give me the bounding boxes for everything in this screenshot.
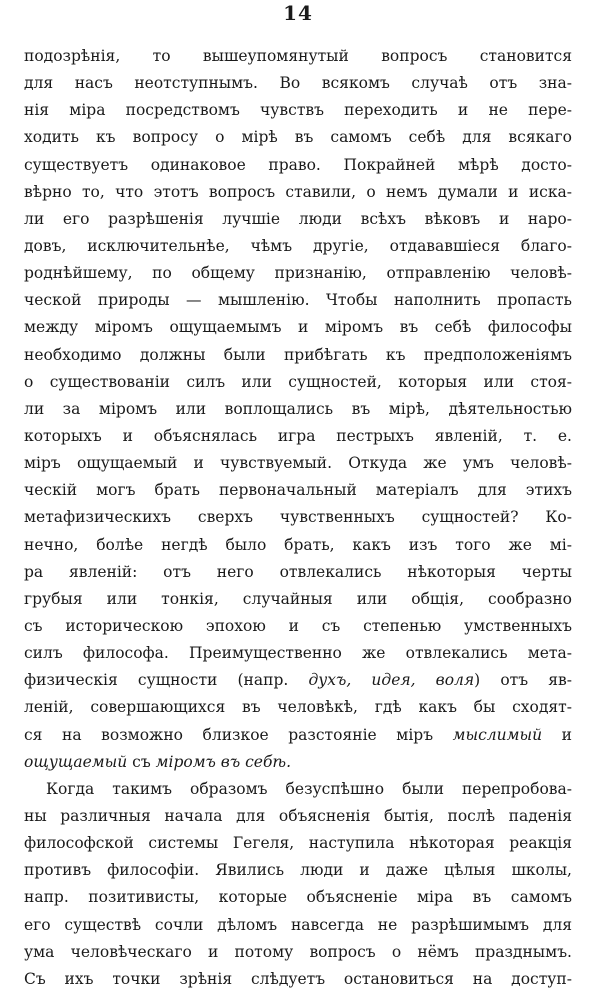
text-line: нія міра посредствомъ чувствъ переходить и не пере- (24, 101, 572, 120)
italic-segment: міромъ въ себѣ. (155, 752, 292, 771)
text-segment: съ (127, 752, 156, 771)
text-line: довъ, исключительнѣе, чѣмъ другіе, отдававшіеся благо- (24, 236, 572, 255)
text-line: которыхъ и объяснялась игра пестрыхъ явленій, т. е. (24, 426, 572, 445)
text-line: подозрѣнія, то вышеупомянутый вопросъ становится (24, 47, 572, 65)
text-line: ума человѣческаго и потому вопросъ о нёмъ празднымъ. (24, 942, 572, 961)
text-line: грубыя или тонкія, случайныя или общія, сообразно (24, 589, 572, 608)
text-line: Когда такимъ образомъ безуспѣшно были перепробова- (46, 779, 572, 798)
body-text (24, 43, 572, 993)
text-line: его существѣ сочли дѣломъ навсегда не разрѣшимымъ для (24, 915, 572, 934)
text-line: ческій могъ брать первоначальный матеріалъ для этихъ (24, 481, 572, 500)
text-line: необходимо должны были прибѣгать къ предположеніямъ (24, 345, 572, 364)
text-line: о существованіи силъ или сущностей, которыя или стоя- (24, 372, 572, 391)
text-line: Съ ихъ точки зрѣнія слѣдуетъ остановиться на доступ- (24, 969, 572, 988)
text-line: ли за міромъ или воплощались въ мірѣ, дѣятельностью (24, 399, 572, 418)
text-line: философской системы Гегеля, наступила нѣкоторая реакція (24, 834, 572, 853)
italic-segment: ощущаемый (24, 752, 128, 771)
text-line: ходить къ вопросу о мірѣ въ самомъ себѣ для всякаго (24, 128, 572, 147)
text-line (24, 667, 572, 694)
text-line: ли его разрѣшенія лучшіе люди всѣхъ вѣковъ и наро- (24, 209, 572, 228)
text-line: ра явленій: отъ него отвлекались нѣкоторыя черты (24, 562, 572, 581)
text-line: между міромъ ощущаемымъ и міромъ въ себѣ философы (24, 318, 572, 337)
text-line: нечно, болѣе негдѣ было брать, какъ изъ того же мі- (24, 535, 572, 554)
italic-segment: духъ, идея, воля (308, 671, 475, 690)
text-segment: физическія сущности (напр. (24, 671, 309, 690)
text-line: для насъ неотступнымъ. Во всякомъ случаѣ отъ зна- (24, 74, 572, 93)
text-line: метафизическихъ сверхъ чувственныхъ сущностей? Ко- (24, 508, 572, 527)
text-segment: ся на возможно близкое разстояніе міръ (24, 725, 453, 744)
text-line: ны различныя начала для объясненія бытія, послѣ паденія (24, 806, 572, 825)
text-line: леній, совершающихся въ человѣкѣ, гдѣ какъ бы сходят- (24, 698, 572, 717)
italic-segment: мыслимый (452, 725, 543, 744)
text-line: силъ философа. Преимущественно же отвлекались мета- (24, 644, 572, 663)
text-line: вѣрно то, что этотъ вопросъ ставили, о немъ думали и иска- (24, 182, 572, 201)
text-line (24, 722, 572, 749)
text-line: напр. позитивисты, которые объясненіе міра въ самомъ (24, 888, 572, 907)
text-line (24, 749, 572, 776)
page-number: 14 (283, 1, 313, 25)
text-line: ческой природы — мышленію. Чтобы наполнить пропасть (24, 291, 572, 310)
text-line: роднѣйшему, по общему признанію, отправленію человѣ- (24, 264, 572, 283)
text-line: съ историческою эпохою и съ степенью умственныхъ (24, 616, 572, 635)
text-line: существуетъ одинаковое право. Покрайней мѣрѣ досто- (24, 155, 572, 174)
text-line: противъ философіи. Явились люди и даже цѣлыя школы, (24, 861, 572, 880)
text-segment: и (542, 725, 573, 744)
text-line: міръ ощущаемый и чувствуемый. Откуда же умъ человѣ- (24, 454, 572, 473)
text-segment: ) отъ яв- (474, 671, 572, 690)
